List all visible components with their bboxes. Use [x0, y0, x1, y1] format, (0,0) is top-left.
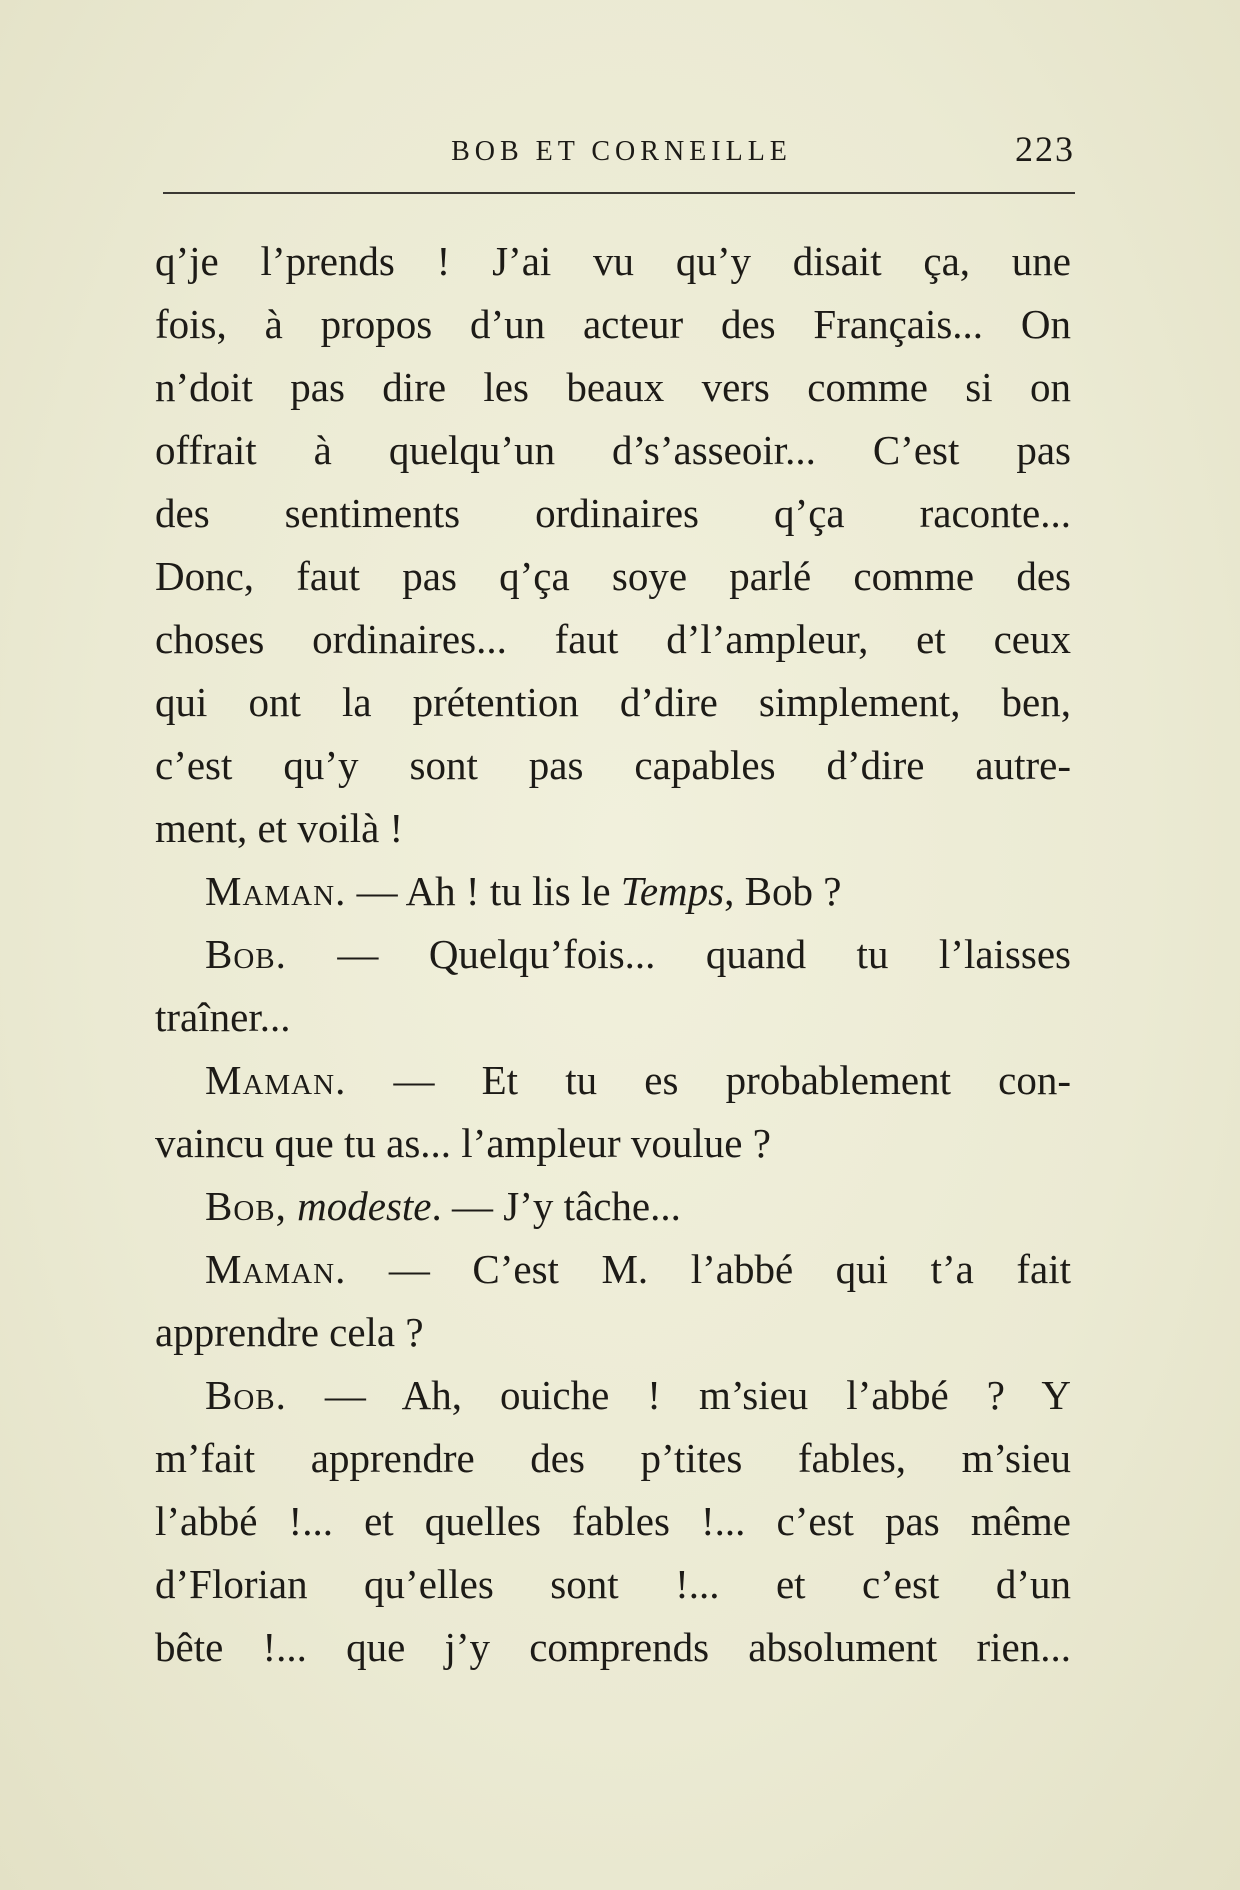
speaker-name: Bob. [205, 931, 287, 977]
speaker-name: Maman. [205, 1246, 347, 1292]
dialogue-line [155, 1238, 1071, 1301]
text-line: m’fait apprendre des p’tites fables, m’sieu [155, 1435, 1071, 1481]
text-line: offrait à quelqu’un d’s’asseoir... C’est pas [155, 427, 1071, 473]
text-line: apprendre cela ? [155, 1309, 424, 1355]
dialogue-line [155, 860, 1071, 923]
text-line: fois, à propos d’un acteur des Français... On [155, 301, 1071, 347]
dialogue-line [155, 1175, 1071, 1238]
dialogue-line [155, 923, 1071, 986]
page-number: 223 [1015, 129, 1075, 169]
text-line: n’doit pas dire les beaux vers comme si on [155, 364, 1071, 410]
body-text [155, 230, 1071, 1679]
dialogue-line [155, 1049, 1071, 1112]
italic-title: Temps [620, 868, 725, 914]
dialogue-text: — Ah ! tu lis le [356, 868, 611, 914]
running-title: BOB ET CORNEILLE [451, 136, 792, 167]
text-line: c’est qu’y sont pas capables d’dire autre- [155, 742, 1071, 788]
dialogue-text: — Quelqu’fois... quand tu l’laisses [337, 931, 1072, 977]
dialogue-line [155, 1364, 1071, 1427]
text-line: des sentiments ordinaires q’ça raconte... [155, 490, 1071, 536]
text-line: traîner... [155, 994, 291, 1040]
text-line: choses ordinaires... faut d’l’ampleur, et ceux [155, 616, 1071, 662]
text-line: l’abbé !... et quelles fables !... c’est pas même [155, 1498, 1071, 1544]
dialogue-text: , Bob ? [724, 868, 842, 914]
page-header [160, 128, 1075, 178]
text-line: bête !... que j’y comprends absolument rien... [155, 1624, 1071, 1670]
stage-direction: modeste [297, 1183, 432, 1229]
speaker-name: Bob. [205, 1372, 287, 1418]
text-line: q’je l’prends ! J’ai vu qu’y disait ça, une [155, 238, 1071, 284]
speaker-name: Bob, [205, 1183, 287, 1229]
text-line: ment, et voilà ! [155, 805, 404, 851]
text-line: qui ont la prétention d’dire simplement, ben, [155, 679, 1071, 725]
dialogue-text: . — J’y tâche... [431, 1183, 681, 1229]
text-line: vaincu que tu as... l’ampleur voulue ? [155, 1120, 771, 1166]
dialogue-text: — Et tu es probablement con- [393, 1057, 1071, 1103]
dialogue-text: — Ah, ouiche ! m’sieu l’abbé ? Y [324, 1372, 1072, 1418]
text-line: Donc, faut pas q’ça soye parlé comme des [155, 553, 1071, 599]
dialogue-text: — C’est M. l’abbé qui t’a fait [388, 1246, 1071, 1292]
speaker-name: Maman. [205, 868, 347, 914]
speaker-name: Maman. [205, 1057, 347, 1103]
header-rule [163, 192, 1075, 194]
text-line: d’Florian qu’elles sont !... et c’est d’un [155, 1561, 1071, 1607]
